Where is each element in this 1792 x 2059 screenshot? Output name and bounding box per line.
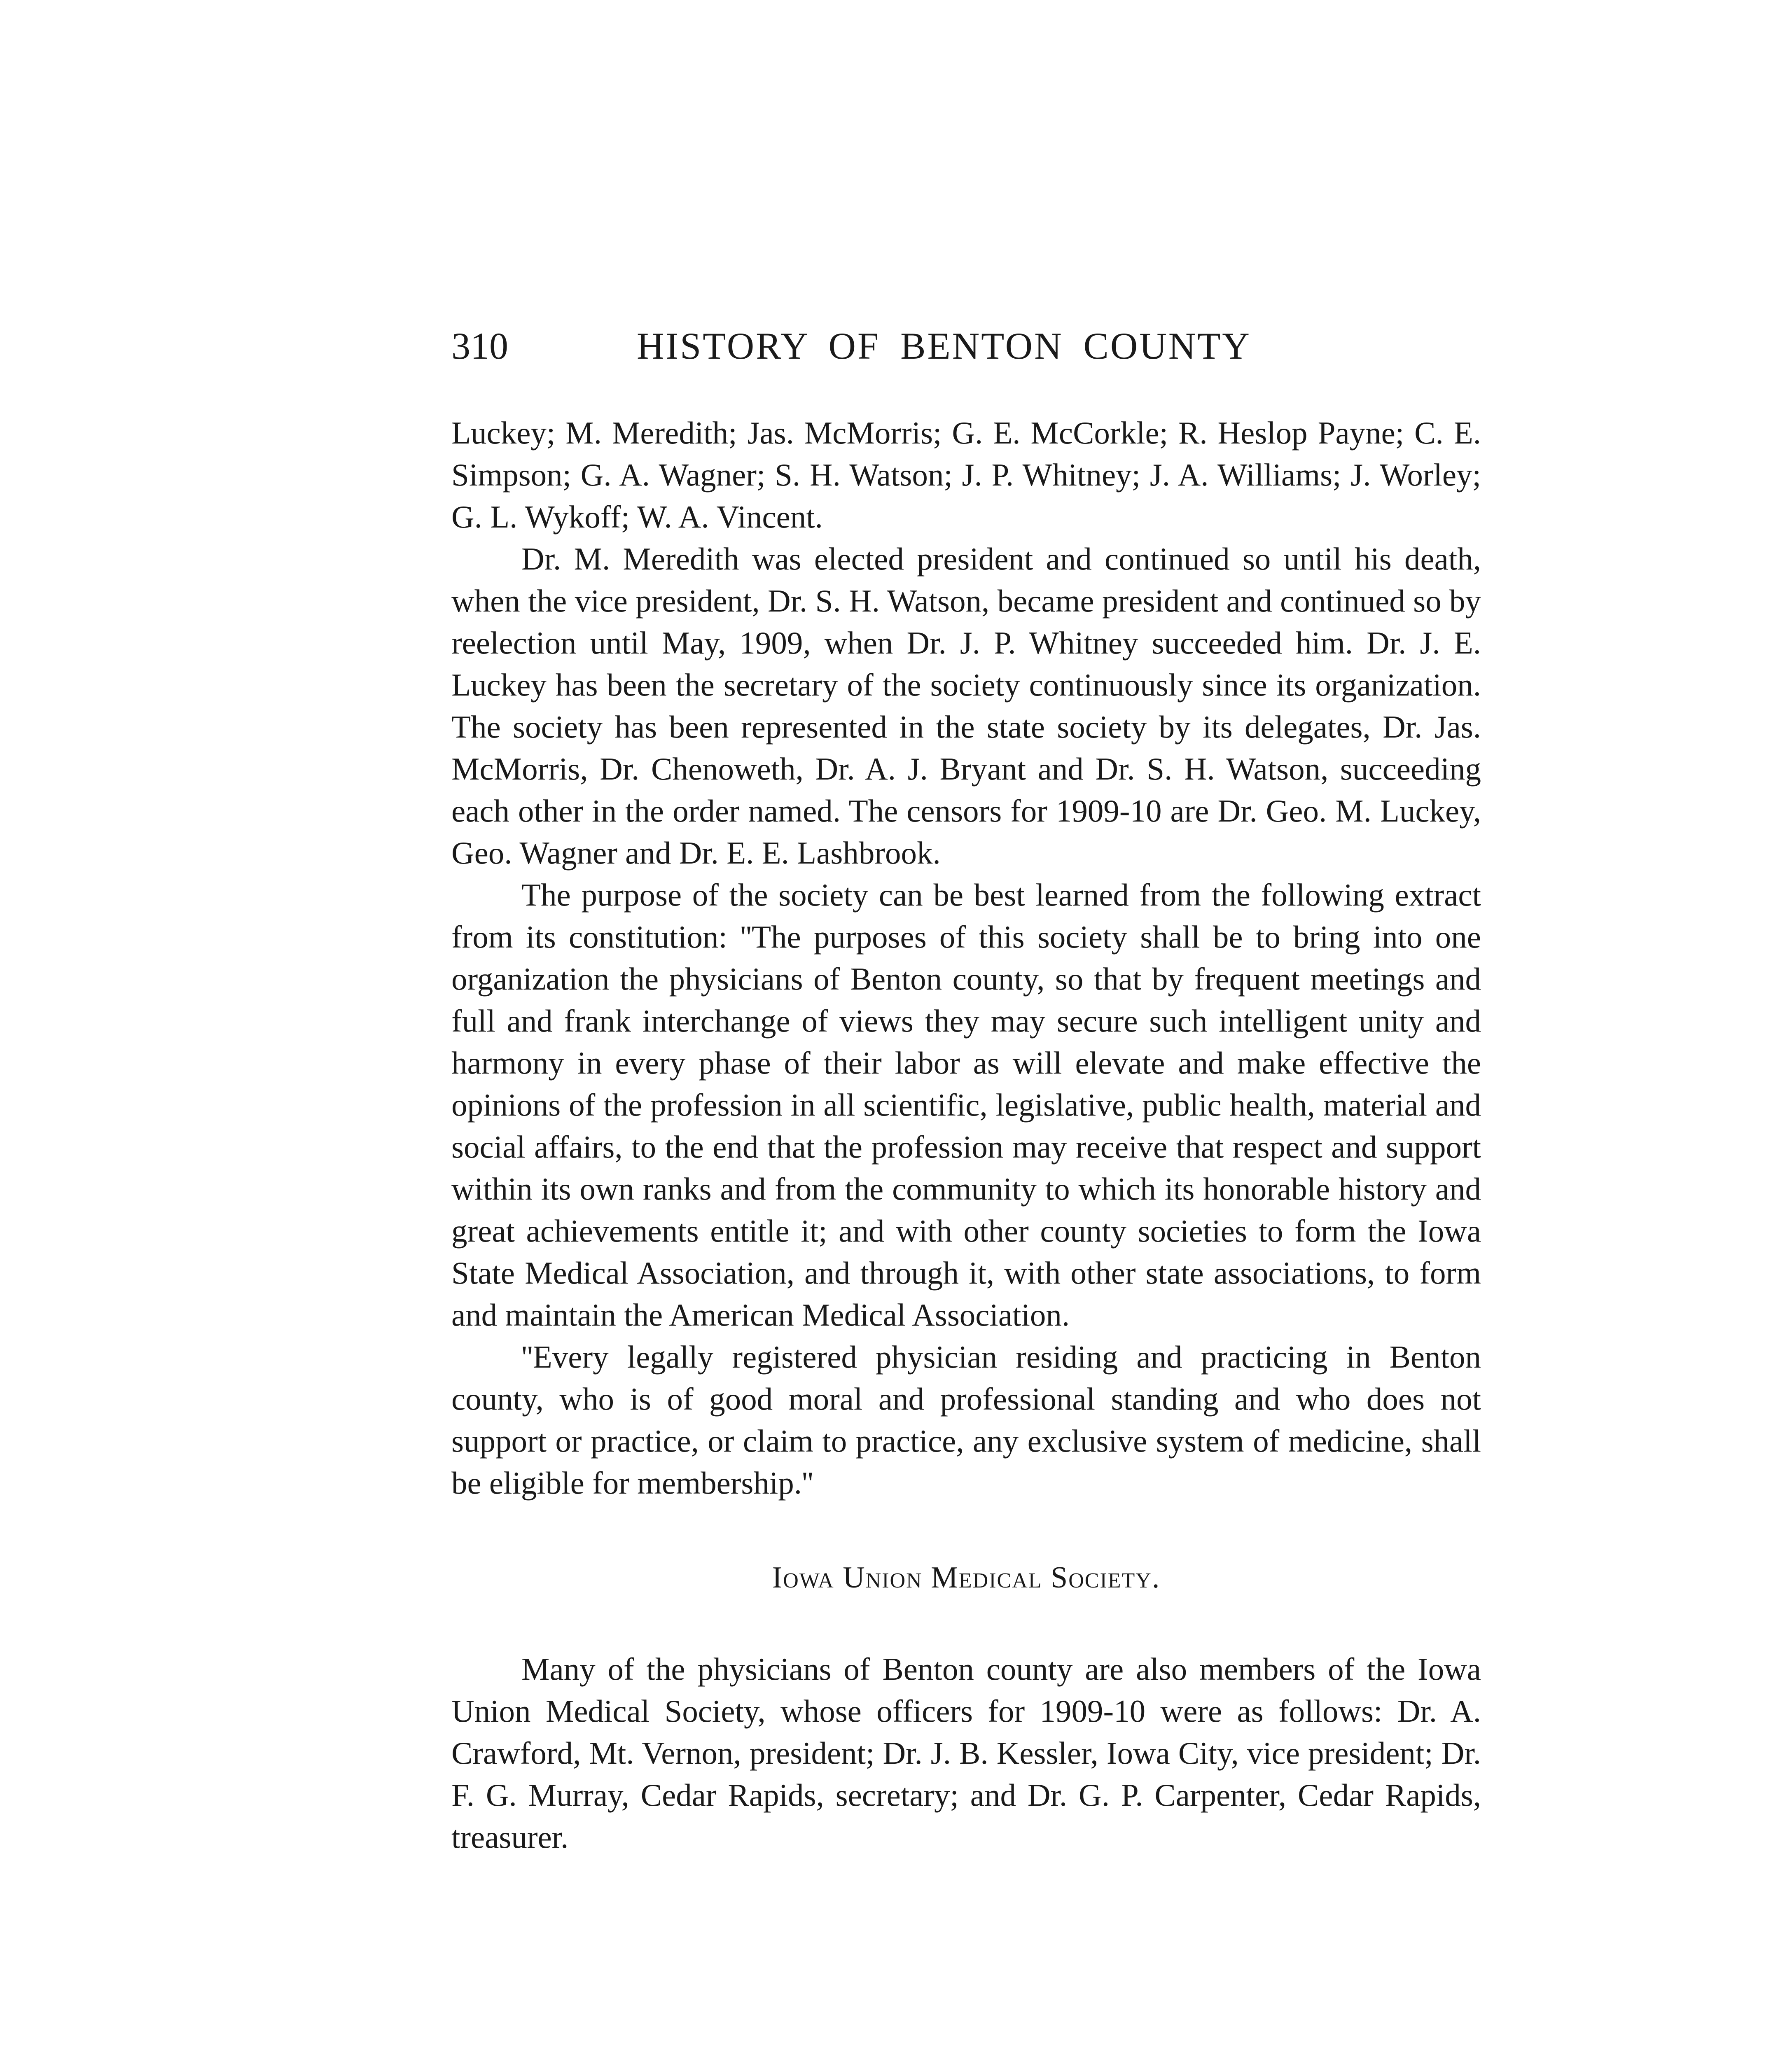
section-heading: Iowa Union Medical Society.: [772, 1561, 1161, 1594]
paragraph-officers: Dr. M. Meredith was elected president and continued so until his death, when the vice president, Dr. S. H. Watson, became president and continued so by reelection until May, 1909, when Dr. J. P. Whitney succeeded him. Dr. J. E. Luckey has been the secretary of the society continuously since its organization. The society has been represented in the state society by its delegates, Dr. Jas. McMorris, Dr. Chenoweth, Dr. A. J. Bryant and Dr. S. H. Watson, succeeding each other in the order named. The censors for 1909-10 are Dr. Geo. M. Luckey, Geo. Wagner and Dr. E. E. Lashbrook.: [451, 541, 1481, 871]
body-text: [451, 412, 1481, 1858]
paragraph-eligibility: ''Every legally registered physician residing and practicing in Benton county, who is of good moral and professional standing and who does not support or practice, or claim to practice, any exclusive system of medicine, shall be eligible for membership.'': [451, 1339, 1481, 1501]
paragraph-iowa-union: Many of the physicians of Benton county are also members of the Iowa Union Medical Society, whose officers for 1909-10 were as follows: Dr. A. Crawford, Mt. Vernon, president; Dr. J. B. Kessler, Iowa City, vice president; Dr. F. G. Murray, Cedar Rapids, secretary; and Dr. G. P. Carpenter, Cedar Rapids, treasurer.: [451, 1651, 1481, 1855]
page-number: 310: [451, 325, 508, 367]
running-head: [451, 321, 1498, 371]
paragraph-purpose: The purpose of the society can be best learned from the following extract from its constitution: ''The purposes of this society shall be to bring into one organization the physicians of Benton county, so that by frequent meetings and full and frank interchange of views they may secure such intelligent unity and harmony in every phase of their labor as will elevate and make effective the opinions of the profession in all scientific, legislative, public health, material and social affairs, to the end that the profession may receive that respect and support within its own ranks and from the community to which its honorable history and great achievements entitle it; and with other county societies to form the Iowa State Medical Association, and through it, with other state associations, to form and maintain the American Medical Association.: [451, 877, 1481, 1333]
paragraph-member-list: Luckey; M. Meredith; Jas. McMorris; G. E. McCorkle; R. Heslop Payne; C. E. Simpson; G. A. Wagner; S. H. Watson; J. P. Whitney; J. A. Williams; J. Worley; G. L. Wykoff; W. A. Vincent.: [451, 415, 1481, 535]
running-title: HISTORY OF BENTON COUNTY: [637, 325, 1251, 367]
